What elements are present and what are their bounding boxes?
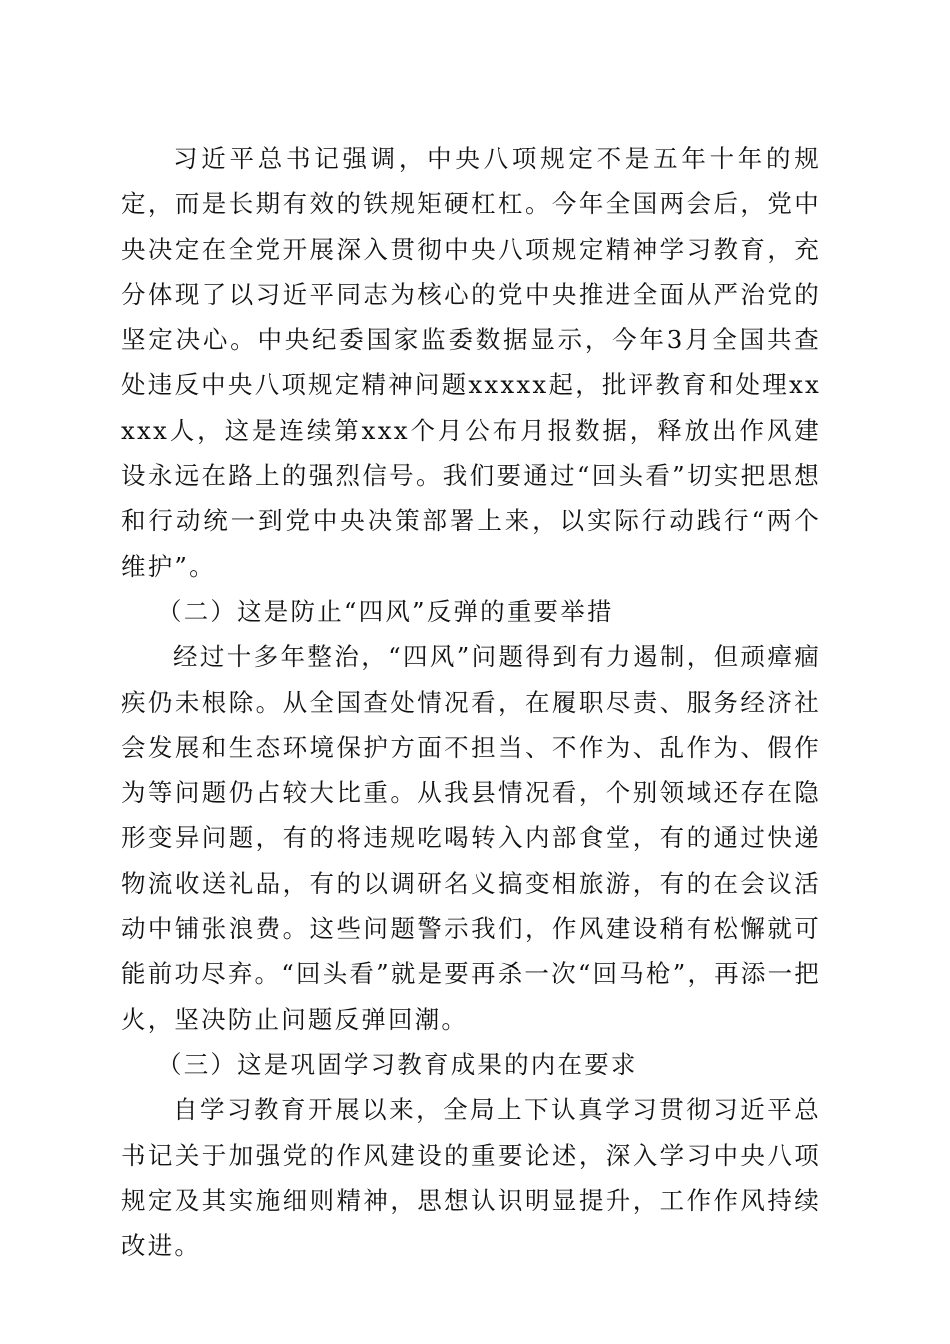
section-heading-3: （三）这是巩固学习教育成果的内在要求: [157, 1049, 638, 1079]
body-paragraph-2: 经过十多年整治，“四风”问题得到有力遏制，但顽瘴痼疾仍未根除。从全国查处情况看，在履职尽责、服务经济社会发展和生态环境保护方面不担当、不作为、乱作为、假作为等问题仍占较大比重。从我县情况看，个别领域还存在隐形变异问题，有的将违规吃喝转入内部食堂，有的通过快递物流收送礼品，有的以调研名义搞变相旅游，有的在会议活动中铺张浪费。这些问题警示我们，作风建设稍有松懈就可能前功尽弃。“回头看”就是要再杀一次“回马枪”，再添一把火，坚决防止问题反弹回潮。: [121, 642, 821, 1034]
body-paragraph-1: 习近平总书记强调，中央八项规定不是五年十年的规定，而是长期有效的铁规矩硬杠杠。今年全国两会后，党中央决定在全党开展深入贯彻中央八项规定精神学习教育，充分体现了以习近平同志为核心的党中央推进全面从严治党的坚定决心。中央纪委国家监委数据显示，今年3月全国共查处违反中央八项规定精神问题xxxxx起，批评教育和处理xxxxx人，这是连续第xxx个月公布月报数据，释放出作风建设永远在路上的强烈信号。我们要通过“回头看”切实把思想和行动统一到党中央决策部署上来，以实际行动践行“两个维护”。: [121, 144, 821, 581]
document-page: [121, 136, 821, 1268]
section-heading-2: （二）这是防止“四风”反弹的重要举措: [157, 596, 614, 626]
body-paragraph-3: 自学习教育开展以来，全局上下认真学习贯彻习近平总书记关于加强党的作风建设的重要论述，深入学习中央八项规定及其实施细则精神，思想认识明显提升，工作作风持续改进。: [121, 1095, 821, 1261]
